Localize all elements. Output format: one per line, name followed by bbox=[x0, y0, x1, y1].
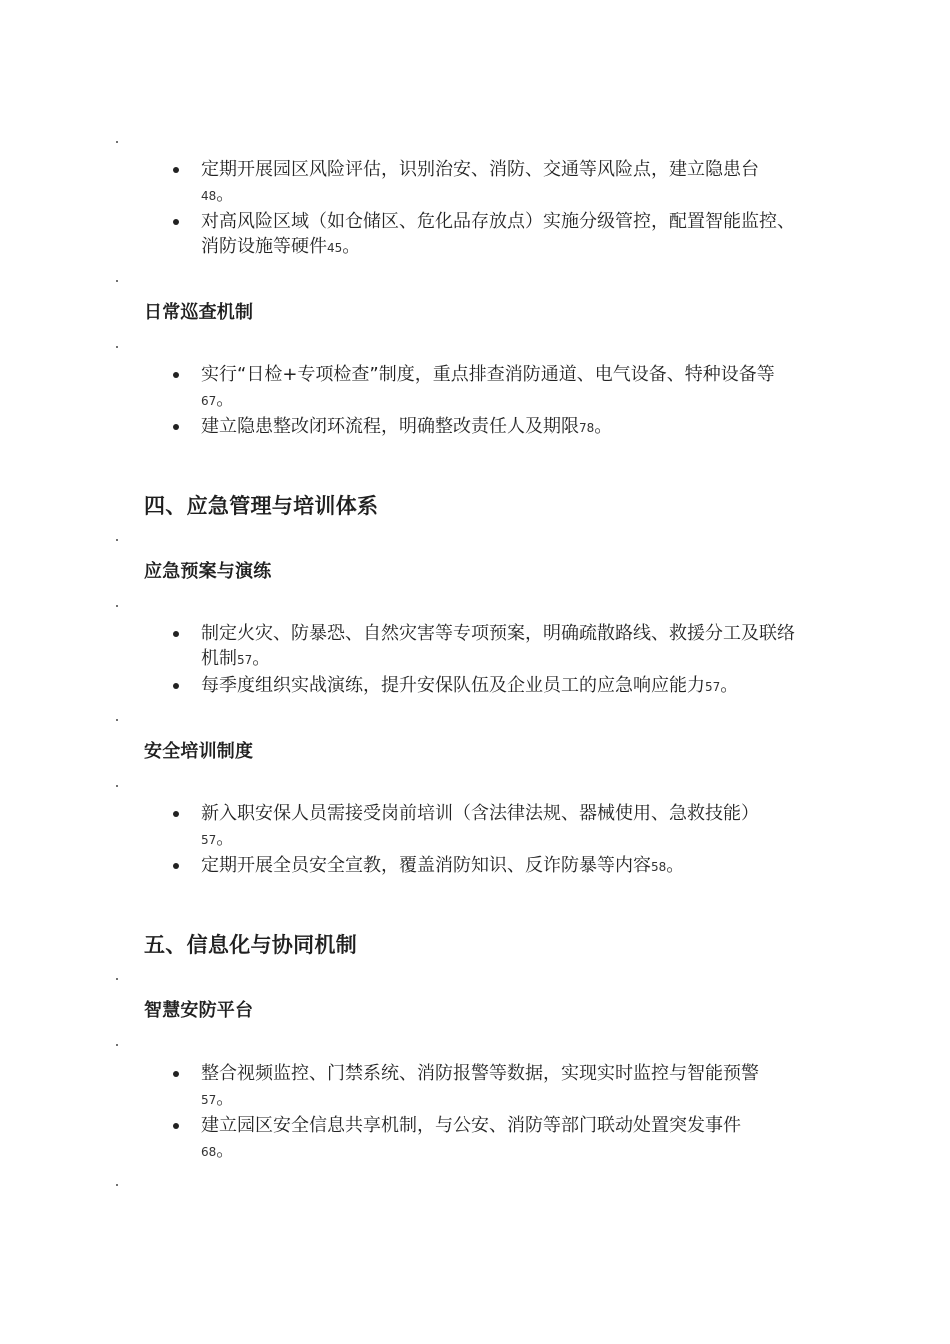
section-heading-plan: 应急预案与演练 bbox=[144, 561, 272, 582]
bullet-icon bbox=[173, 811, 179, 817]
section-heading-training: 安全培训制度 bbox=[144, 741, 254, 762]
list-item bbox=[170, 621, 801, 673]
list-item-text: 整合视频监控、门禁系统、消防报警等数据，实现实时监控与智能预警 bbox=[201, 1063, 759, 1084]
patrol-list bbox=[170, 362, 810, 441]
list-item-text: 每季度组织实战演练，提升安保队伍及企业员工的应急响应能力 bbox=[201, 675, 705, 696]
reference-number: 48 bbox=[201, 189, 217, 203]
list-marker-dot bbox=[116, 1044, 118, 1046]
list-item-tail: 。 bbox=[216, 1088, 235, 1109]
bullet-icon bbox=[173, 1123, 179, 1129]
bullet-icon bbox=[173, 424, 179, 430]
list-marker-dot bbox=[116, 539, 118, 541]
reference-number: 67 bbox=[201, 394, 217, 408]
list-item-text: 定期开展全员安全宣教，覆盖消防知识、反诈防暴等内容 bbox=[201, 855, 651, 876]
list-marker-dot bbox=[116, 978, 118, 980]
list-item-text: 新入职安保人员需接受岗前培训（含法律法规、器械使用、急救技能） bbox=[201, 803, 759, 824]
list-item-text: 制定火灾、防暴恐、自然灾害等专项预案，明确疏散路线、救援分工及联络机制 bbox=[201, 623, 795, 669]
list-item-text: 定期开展园区风险评估，识别治安、消防、交通等风险点，建立隐患台 bbox=[201, 159, 759, 180]
list-item-tail: 。 bbox=[216, 1140, 235, 1161]
list-item-tail: 。 bbox=[216, 389, 235, 410]
platform-list bbox=[170, 1061, 810, 1165]
list-marker-dot bbox=[116, 280, 118, 282]
section-heading-patrol: 日常巡查机制 bbox=[144, 302, 254, 323]
list-item-tail: 。 bbox=[252, 648, 271, 669]
reference-number: 57 bbox=[201, 1093, 217, 1107]
bullet-icon bbox=[173, 219, 179, 225]
emergency-plan-list bbox=[170, 621, 810, 700]
list-marker-dot bbox=[116, 346, 118, 348]
list-item-tail: 。 bbox=[216, 184, 235, 205]
reference-number: 68 bbox=[201, 1145, 217, 1159]
list-item bbox=[170, 157, 801, 209]
reference-number: 58 bbox=[651, 860, 667, 874]
section-heading-platform: 智慧安防平台 bbox=[144, 1000, 254, 1021]
reference-number: 57 bbox=[201, 833, 217, 847]
reference-number: 45 bbox=[327, 241, 343, 255]
list-item-text: 对高风险区域（如仓储区、危化品存放点）实施分级管控，配置智能监控、消防设施等硬件 bbox=[201, 211, 795, 257]
list-item bbox=[170, 362, 811, 414]
bullet-icon bbox=[173, 167, 179, 173]
list-item-tail: 。 bbox=[216, 828, 235, 849]
list-item bbox=[170, 414, 810, 441]
reference-number: 57 bbox=[237, 653, 253, 667]
list-marker-dot bbox=[116, 141, 118, 143]
list-item bbox=[170, 1061, 811, 1113]
list-item-tail: 。 bbox=[720, 675, 739, 696]
bullet-icon bbox=[173, 863, 179, 869]
bullet-icon bbox=[173, 683, 179, 689]
section-heading-info: 五、信息化与协同机制 bbox=[144, 933, 357, 957]
list-item bbox=[170, 801, 771, 853]
section-heading-emergency: 四、应急管理与培训体系 bbox=[144, 494, 379, 518]
list-item bbox=[170, 853, 810, 880]
list-marker-dot bbox=[116, 605, 118, 607]
reference-number: 78 bbox=[579, 421, 595, 435]
list-item bbox=[170, 1113, 811, 1165]
list-item bbox=[170, 209, 801, 261]
list-marker-dot bbox=[116, 1184, 118, 1186]
list-item-text: 建立园区安全信息共享机制，与公安、消防等部门联动处置突发事件 bbox=[201, 1115, 741, 1136]
bullet-icon bbox=[173, 631, 179, 637]
risk-assessment-list bbox=[170, 157, 810, 261]
list-item bbox=[170, 673, 821, 700]
list-marker-dot bbox=[116, 785, 118, 787]
bullet-icon bbox=[173, 372, 179, 378]
list-item-tail: 。 bbox=[342, 236, 361, 257]
list-marker-dot bbox=[116, 719, 118, 721]
training-list bbox=[170, 801, 810, 880]
list-item-text: 实行“日检+专项检查”制度，重点排查消防通道、电气设备、特种设备等 bbox=[201, 364, 775, 385]
bullet-icon bbox=[173, 1071, 179, 1077]
list-item-tail: 。 bbox=[594, 416, 613, 437]
list-item-text: 建立隐患整改闭环流程，明确整改责任人及期限 bbox=[201, 416, 579, 437]
reference-number: 57 bbox=[705, 680, 721, 694]
list-item-tail: 。 bbox=[666, 855, 685, 876]
